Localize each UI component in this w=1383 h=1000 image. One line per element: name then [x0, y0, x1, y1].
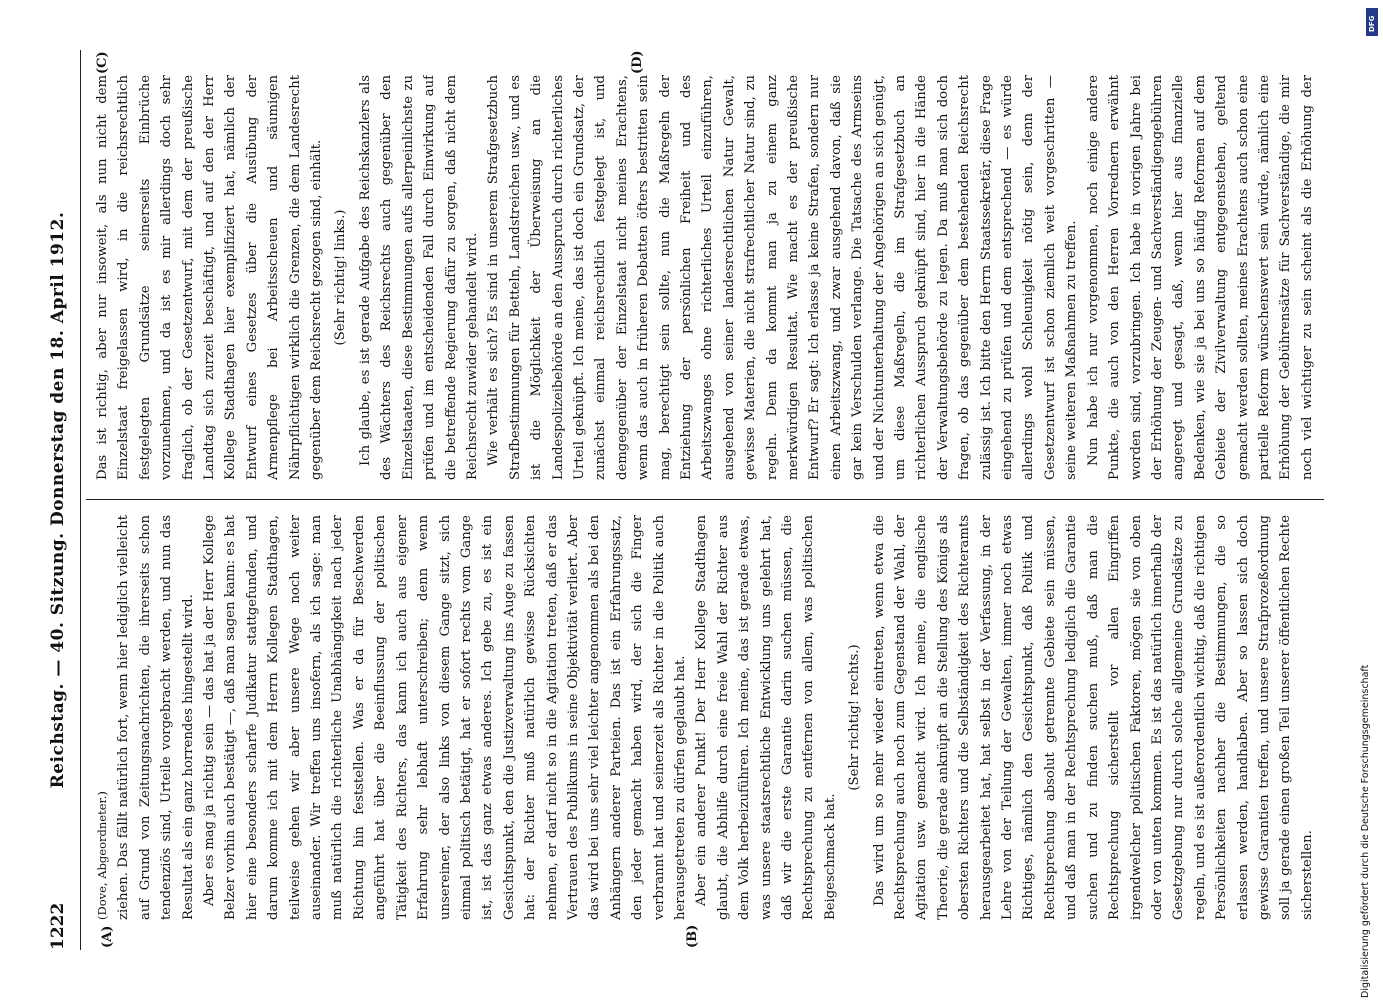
left-column	[92, 515, 1317, 920]
speaker-line: (Dove, Abgeordneter.)	[95, 791, 109, 920]
document-page	[40, 50, 1330, 950]
paragraph: Wie verhält es sich? Es sind in unserem Strafgesetzbuch Strafbestimmungen für Betteln, Landstreichen usw., und es ist die Möglichkeit der Überweisung an die Landespolizeibehörde an den Ausspruch durch richterliches Urteil geknüpft. Ich meine, das ist doch ein Grundsatz, der zunächst einmal reichsrechtlich festgelegt ist, und demgegenüber der Einzelstaat nicht meines Erachtens, wenn das auch in früheren Debatten öfters bestritten sein mag, berechtigt sein sollte, nun die Maßregeln der Entziehung der persönlichen Freiheit und des Arbeitszwanges ohne richterliches Urteil einzuführen, ausgehend von seiner landesrechtlichen Natur Gewalt, gewisse Materien, die nicht strafrechtlicher Natur sind, zu regeln. Denn da kommt man ja zu einem ganz merkwürdigen Resultat. Wie macht es der preußische Entwurf? Er sagt: Ich erlasse ja keine Strafen, sondern nur einen Arbeitszwang, und zwar ausgehend davon, daß sie gar kein Verschulden verlange. Die Tatsache des Armseins und der Nichtunterhaltung der Angehörigen an sich genügt, um diese Maßregeln, die im Strafgesetzbuch an richterlichen Ausspruch geknüpft sind, hier in die Hände der Verwaltungsbehörde zu legen. Da muß man sich doch fragen, ob das gegenüber dem bestehenden Reichsrecht zulässig ist. Ich bitte den Herrn Staatssekretär, diese Frage eingehend zu prüfen und dem entsprechend — es würde allerdings wohl Schleunigkeit nötig sein, denn der Gesetzentwurf ist schon ziemlich weit vorgeschritten — seine weiteren Maßnahmen zu treffen.	[486, 75, 1080, 480]
running-title: Reichstag. — 40. Sitzung. Donnerstag den 18. April 1912.	[48, 211, 68, 789]
paragraph: Aber es mag ja richtig sein — das hat ja der Herr Kollege Belzer vorhin auch bestätigt —, daß man sagen kann: es hat hier eine besonders scharfe Judikatur stattgefunden, und darum komme ich mit dem Herrn Kollegen Stadthagen, teilweise gehen wir aber unsere Wege noch weiter auseinander. Wir treffen uns insofern, als ich sage: man muß natürlich die richterliche Unabhängigkeit nach jeder Richtung hin feststellen. Was er da für Beschwerden angeführt hat über die Beeinflussung der politischen Tätigkeit des Richters, das kann ich auch aus eigener Erfahrung sehr lebhaft unterschreiben; denn wenn unsereiner, der also links von diesem Gange sitzt, sich einmal politisch betätigt, hat er sofort rechts vom Gange ist, ist das ganz etwas anderes. Ich gebe zu, es ist ein Gesichtspunkt, den die Justizverwaltung ins Auge zu fassen hat: der Richter muß natürlich gewisse Rücksichten nehmen, er darf nicht so in die Agitation treten, daß er das Vertrauen des Publikums in seine Objektivität verliert. Aber das wird bei uns sehr viel leichter angenommen als bei den Anhängern anderer Parteien. Das ist ein Erfahrungssatz, den jeder gemacht haben wird, der sich die Finger verbrannt hat und seinerzeit als Richter in die Politik auch herausgetreten zu dürfen geglaubt hat.	[202, 515, 688, 920]
paragraph: ziehen. Das fällt natürlich fort, wenn hier lediglich vielleicht auf Grund von Zeitungsnachrichten, die ihrerseits schon tendenziös sind, Urteile vorgebracht werden, und nun das Resultat als ein ganz horrendes hingestellt wird.	[116, 515, 196, 920]
margin-letter-d: (D)	[630, 50, 645, 74]
dfg-logo-text: DFG	[1368, 15, 1376, 32]
paragraph: Nun habe ich nur vorgenommen, noch einige andere Punkte, die auch von den Herren Vorrednern erwähnt worden sind, vorzubringen. Ich habe in vorigen Jahre bei der Erhöhung der Zeugen- und Sachverständigengebühren angeregt und gesagt, daß, wenn hier aus finanzielle Bedenken, wie sie ja bei uns so häufig Reformen auf dem Gebiete der Zivilverwaltung entgegenstehen, geltend gemacht werden sollten, meines Erachtens auch schon eine partielle Reform wünschenswert sein würde, nämlich eine Erhöhung der Gebührensätze für Sachverständige, die mir noch viel wichtiger zu sein scheint als die Erhöhung der	[1085, 75, 1315, 480]
margin-letter-c: (C)	[95, 51, 110, 74]
right-column	[92, 75, 1317, 480]
column-divider	[86, 499, 1324, 500]
applause-note: (Sehr richtig! rechts.)	[847, 644, 863, 791]
dfg-logo	[1366, 8, 1378, 36]
digitization-footer	[1352, 8, 1380, 998]
page-number: 1222	[48, 902, 68, 950]
paragraph: Ich glaube, es ist gerade Aufgabe des Reichskanzlers als des Wächters des Reichsrechts auch gegenüber den Einzelstaaten, diese Bestimmungen aufs allerpeinlichste zu prüfen und im entscheidenden Fall durch Einwirkung auf die betreffende Regierung dafür zu sorgen, daß nicht dem Reichsrecht zuwider gehandelt wird.	[357, 75, 480, 480]
margin-letter-a: (A)	[100, 925, 115, 948]
page-header	[40, 50, 81, 950]
paragraph: Aber ein anderer Punkt! Der Herr Kollege Stadthagen glaubt, die Abhilfe durch eine freie Wahl der Richter aus dem Volk herbeizuführen. Ich meine, das ist gerade etwas, was unsere staatsrechtliche Entwicklung uns gelehrt hat, daß wir die erste Garantie darin suchen müssen, die Rechtsprechung zu entfernen von allem, was politischen Beigeschmack hat.	[694, 515, 838, 920]
margin-letter-b: (B)	[685, 924, 700, 948]
paragraph: Das ist richtig, aber nur insoweit, als nun nicht dem Einzelstaat freigelassen wird, in die reichsrechtlich festgelegten Grundsätze seinerseits Einbrüche vorzunehmen, und da ist es mir allerdings doch sehr fraglich, ob der Gesetzentwurf, mit dem der preußische Landtag sich zurzeit beschäftigt, und auf den der Herr Kollege Stadthagen hier exemplifiziert hat, nämlich der Entwurf eines Gesetzes über die Ausübung der Armenpflege bei Arbeitsscheuen und säumigen Nährpflichtigen wirklich die Grenzen, die dem Landesrecht gegenüber dem Reichsrecht gezogen sind, einhält.	[95, 75, 325, 480]
digitization-note: Digitalisierung gefördert durch die Deutsche Forschungsgemeinschaft	[1360, 664, 1371, 998]
paragraph: Das wird um so mehr wieder eintreten, wenn etwa die Rechtsprechung auch noch zum Gegenstand der Wahl, der Agitation usw. gemacht wird. Ich meine, die englische Theorie, die gerade anknüpft an die Stellung des Königs als obersten Richters und die Selbständigkeit des Richteramts herausgearbeitet hat, hat selbst in der Verfassung, in der Lehre von der Teilung der Gewalten, immer noch etwas Richtiges, nämlich den Gesichtspunkt, daß Politik und Rechtsprechung absolut getrennte Gebiete sein müssen, und daß man in der Rechtsprechung lediglich die Garantie suchen und zu finden suchen muß, daß man die Rechtsprechung sicherstellt vor allen Eingriffen irgendwelcher politischen Faktoren, mögen sie von oben oder von unten kommen. Es ist das natürlich innerhalb der Gesetzgebung nur durch solche allgemeine Grundsätze zu regeln, und es ist außerordentlich wichtig, daß die richtigen Persönlichkeiten nachher die Bestimmungen, die so erlassen werden, handhaben. Aber so lassen sich doch gewisse Garantien treffen, und unsere Strafprozeßordnung soll ja gerade einen großen Teil unserer öffentlichen Rechte sicherstellen.	[871, 515, 1315, 920]
applause-note: (Sehr richtig! links.)	[333, 209, 349, 346]
